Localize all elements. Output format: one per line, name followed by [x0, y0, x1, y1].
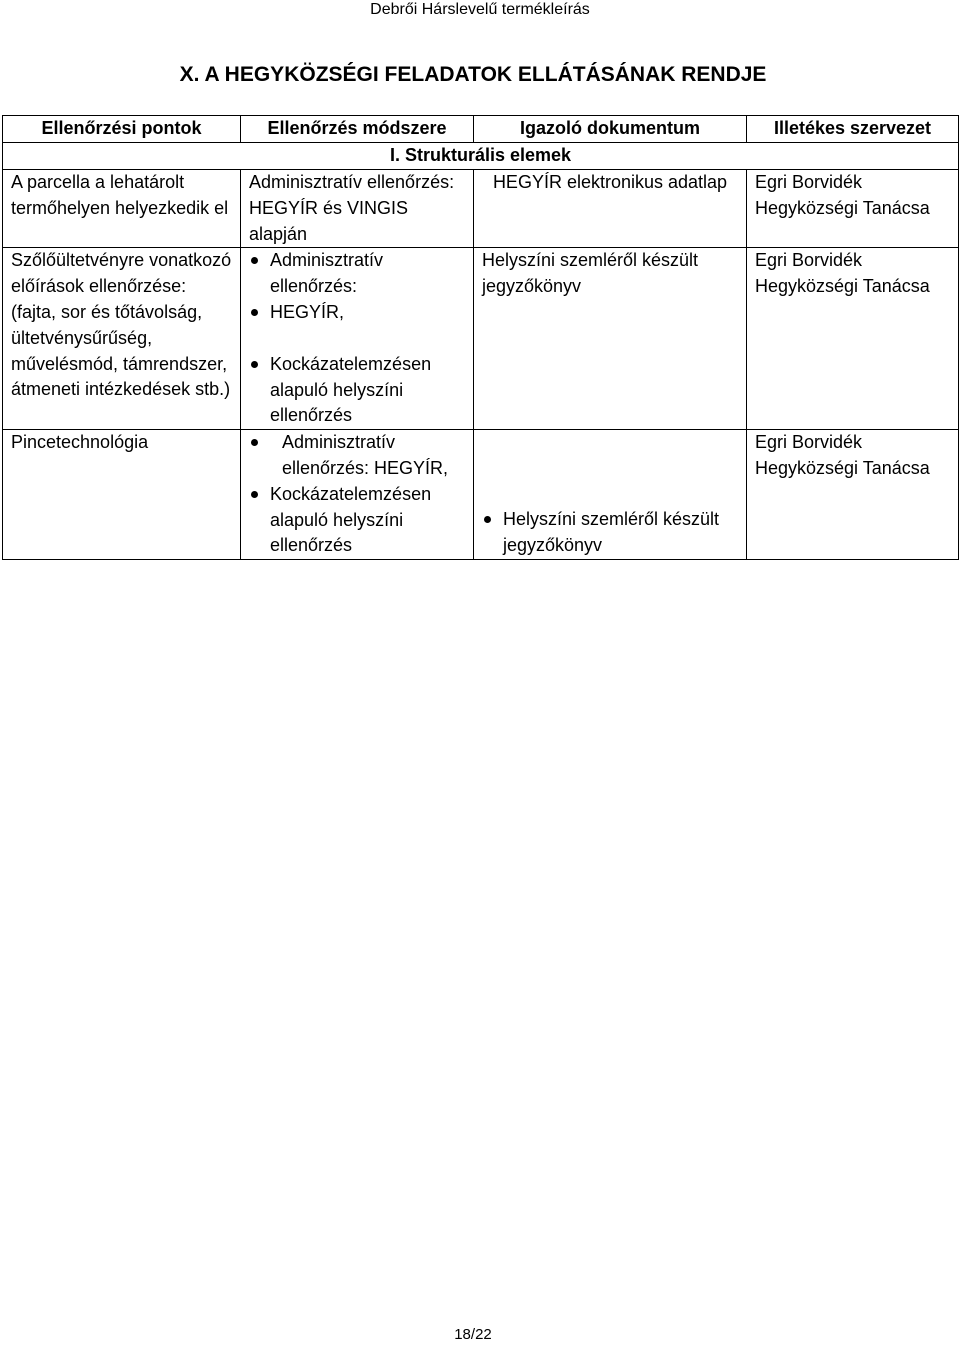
control-point-detail: (fajta, sor és tőtávolság, ültetvénysűrűség, művelésmód, támrendszer, átmeneti intézkedések stb.) — [11, 301, 231, 400]
control-point-text: Pincetechnológia — [11, 432, 149, 453]
document-text: Helyszíni szemléről készült jegyzőkönyv — [482, 250, 699, 297]
document-list — [482, 507, 738, 559]
document-cell — [474, 170, 747, 248]
authority-text: Egri Borvidék Hegyközségi Tanácsa — [755, 172, 930, 218]
method-list — [249, 248, 465, 429]
table-row — [3, 430, 959, 560]
control-point-cell — [3, 430, 241, 560]
document-text: HEGYÍR elektronikus adatlap — [492, 172, 728, 192]
list-item: Kockázatelemzésen alapuló helyszíni ellenőrzés — [249, 482, 465, 559]
control-table — [2, 115, 959, 560]
document-cell — [474, 430, 747, 560]
table-header-row — [3, 116, 959, 143]
document-header: Debrői Hárslevelű termékleírás — [370, 1, 590, 18]
authority-cell — [747, 170, 959, 248]
list-item: Helyszíni szemléről készült jegyzőkönyv — [482, 507, 738, 559]
list-item: Adminisztratív ellenőrzés: — [249, 248, 465, 300]
page-number: 18/22 — [454, 1326, 492, 1343]
method-cell — [241, 430, 474, 560]
section-title: X. A HEGYKÖZSÉGI FELADATOK ELLÁTÁSÁNAK RENDJE — [179, 63, 767, 86]
method-cell — [241, 248, 474, 430]
column-header: Igazoló dokumentum — [474, 116, 747, 143]
authority-text: Egri Borvidék Hegyközségi Tanácsa — [755, 250, 930, 297]
column-header: Ellenőrzési pontok — [3, 116, 241, 143]
column-header: Ellenőrzés módszere — [241, 116, 474, 143]
group-title-row — [3, 143, 959, 170]
list-item: Adminisztratív ellenőrzés: HEGYÍR, — [249, 430, 465, 482]
control-point-text: Szőlőültetvényre vonatkozó előírások ellenőrzése: — [11, 250, 232, 297]
authority-cell — [747, 248, 959, 430]
control-point-text: A parcella a lehatárolt termőhelyen helyezkedik el — [11, 172, 229, 218]
list-item: Kockázatelemzésen alapuló helyszíni ellenőrzés — [249, 352, 465, 429]
method-text: Adminisztratív ellenőrzés: HEGYÍR és VINGIS alapján — [249, 172, 455, 244]
group-title: I. Strukturális elemek — [3, 143, 959, 170]
document-cell — [474, 248, 747, 430]
column-header: Illetékes szervezet — [747, 116, 959, 143]
method-cell — [241, 170, 474, 248]
control-point-cell — [3, 248, 241, 430]
control-point-cell — [3, 170, 241, 248]
table-row — [3, 248, 959, 430]
authority-text: Egri Borvidék Hegyközségi Tanácsa — [755, 432, 930, 478]
table-row — [3, 170, 959, 248]
method-list — [249, 430, 465, 559]
list-item: HEGYÍR, — [249, 300, 465, 326]
authority-cell — [747, 430, 959, 560]
